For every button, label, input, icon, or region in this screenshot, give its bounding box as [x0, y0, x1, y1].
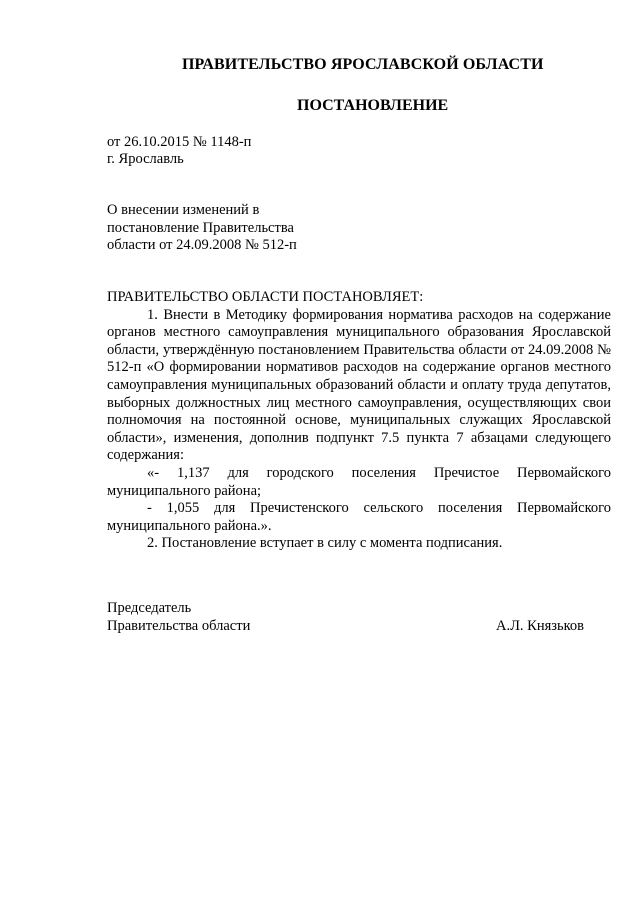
authority-heading: ПРАВИТЕЛЬСТВО ЯРОСЛАВСКОЙ ОБЛАСТИ [182, 56, 544, 73]
subject-line-2: постановление Правительства [107, 220, 294, 236]
quote-line-2: - 1,055 для Пречистенского сельского поселения Первомайского муниципального района.». [107, 500, 611, 534]
clause-1: 1. Внести в Методику формирования норматива расходов на содержание органов местного самоуправления муниципального образования Ярославской области, утверждённую постановлением Правительства области от 24.09.2008 № 512-п «О формировании нормативов расходов на содержание органов местного самоуправления муниципальных образований области и оплату труда депутатов, выборных должностных лиц местного самоуправления, осуществляющих свои полномочия на постоянной основе, муниципальных служащих Ярославской области», изменения, дополнив подпункт 7.5 пункта 7 абзацами следующего содержания: [107, 306, 611, 464]
quote-line-1: «- 1,137 для городского поселения Пречистое Первомайского муниципального района; [107, 464, 611, 499]
document-type-heading: ПОСТАНОВЛЕНИЕ [297, 97, 449, 114]
subject-line-3: области от 24.09.2008 № 512-п [107, 237, 297, 253]
signatory-position-1: Председатель [107, 600, 192, 616]
resolution-body [107, 289, 611, 553]
subject-line-1: О внесении изменений в [107, 202, 260, 218]
date-number: от 26.10.2015 № 1148-п [107, 134, 252, 150]
resolves-statement: ПРАВИТЕЛЬСТВО ОБЛАСТИ ПОСТАНОВЛЯЕТ: [107, 289, 424, 305]
signatory-name: А.Л. Князьков [496, 618, 585, 634]
city: г. Ярославль [107, 151, 184, 167]
clause-2: 2. Постановление вступает в силу с момента подписания. [147, 535, 503, 552]
signatory-position-2: Правительства области [107, 618, 251, 634]
